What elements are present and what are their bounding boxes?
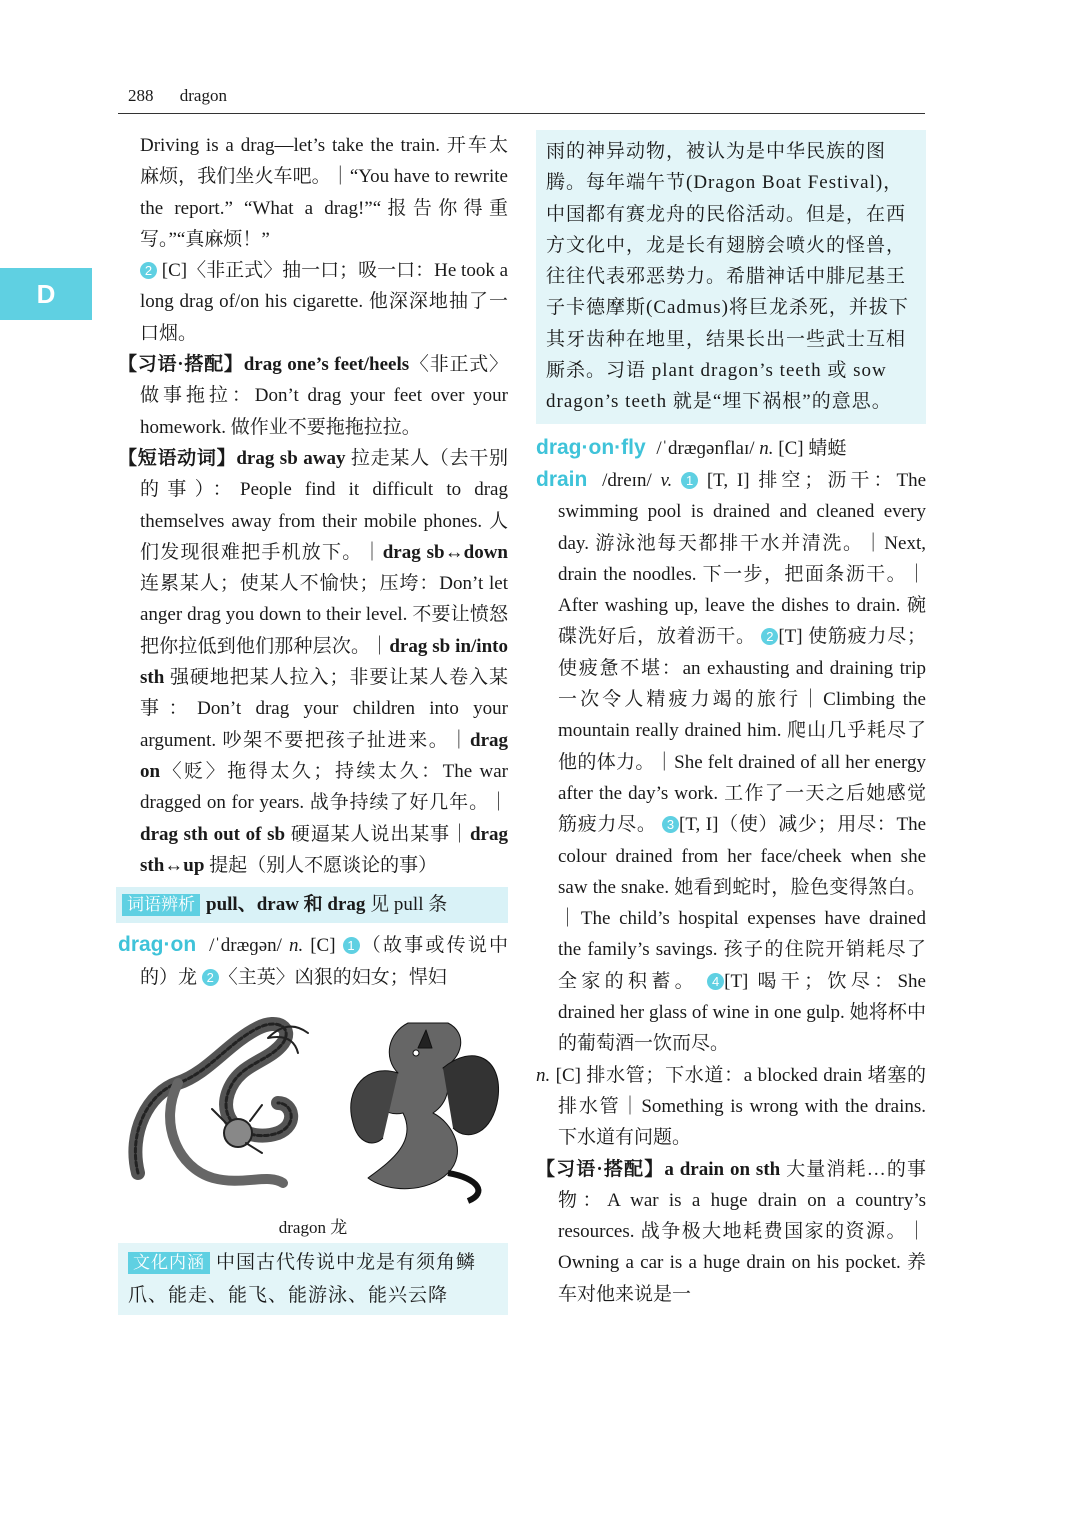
- figure-caption: dragon 龙: [278, 1218, 348, 1238]
- entry-dragon: [118, 929, 508, 993]
- sense-number: 2: [761, 628, 778, 645]
- idiom-tag: 【习语·搭配】: [536, 1158, 665, 1180]
- drain-idiom: [536, 1154, 926, 1310]
- culture-label: 文化内涵: [128, 1252, 210, 1274]
- headword: drag·on: [118, 933, 197, 957]
- sense-text: [C]〈非正式〉抽一口；吸一口：He took a long drag of/on his cigarette. 他深深地抽了一口烟。: [140, 260, 509, 344]
- phrase: drag on: [140, 729, 508, 782]
- part-of-speech: n.: [536, 1064, 551, 1086]
- section-tab: [0, 268, 92, 320]
- sense-text: [T] 喝干；饮尽：She drained her glass of wine in one gulp. 她将杯中的葡萄酒一饮而尽。: [558, 970, 926, 1055]
- section-letter: D: [36, 278, 56, 309]
- page-header: [128, 86, 227, 106]
- pronunciation: /ˈdræɡən/: [209, 935, 282, 957]
- phrase: drag sth↔up: [140, 823, 508, 876]
- grammar-code: [C]: [310, 935, 336, 957]
- culture-note: [118, 1243, 508, 1315]
- phrase-text: 强硬地把某人拉入；非要让某人卷入某事：Don’t drag your children into your argument. 吵架不要把孩子扯进来。｜: [140, 667, 508, 751]
- headword: drain: [536, 467, 588, 491]
- page-number: 288: [128, 86, 154, 105]
- definition: [C] 排水管；下水道：a blocked drain 堵塞的排水管｜Something is wrong with the drains. 下水道有问题。: [550, 1064, 926, 1149]
- chinese-dragon-icon: [135, 1024, 308, 1183]
- headword: drag·on·fly: [536, 435, 646, 459]
- western-dragon-icon: [351, 1023, 499, 1201]
- entry-dragonfly: [536, 432, 926, 464]
- usage-label: 词语辨析: [122, 894, 200, 916]
- phrase: drag sb↔down: [382, 541, 508, 563]
- culture-note-continued: [536, 130, 926, 424]
- part-of-speech: n.: [759, 437, 774, 459]
- sense-text: [T, I]（使）减少；用尽：The colour drained from her face/cheek when she saw the snake. 她看到蛇时，脸色变得煞白。｜The child’s hospital expenses have drained the family’s savings. 孩子的住院开销耗尽了全家的积蓄。: [558, 814, 927, 992]
- drain-noun: [536, 1060, 926, 1154]
- phrase-text: 拉走某人（去干别的事）：People find it difficult to drag themselves away from their mobile phones. 人们发现很难把手机放下。｜: [140, 447, 508, 563]
- definition: [C] 蜻蜓: [778, 437, 847, 459]
- phrase-text: 硬逼某人说出某事｜: [285, 823, 470, 845]
- phrasal-tag: 【短语动词】: [118, 447, 237, 469]
- pronunciation: /ˈdræɡənflaɪ/: [656, 437, 755, 459]
- drag-sense-2: [118, 255, 508, 349]
- entry-drain: [536, 464, 926, 1060]
- usage-bold: pull、draw 和 drag: [206, 894, 366, 916]
- header-rule: [118, 113, 925, 114]
- idiom-tag: 【习语·搭配】: [118, 354, 244, 376]
- sense-text: [T, I] 排空；沥干：The swimming pool is drained and cleaned every day. 游泳池每天都排干水并清洗。｜Next, drain the noodles. 下一步，把面条沥干。｜After washing up, leave the dishes to drain. 碗碟洗好后，放着沥干。: [558, 469, 927, 648]
- phrase-text: 〈贬〉拖得太久；持续太久：The war dragged on for years. 战争持续了好几年。｜: [140, 760, 508, 814]
- idiom-text: 大量消耗…的事物：A war is a huge drain on a country’s resources. 战争极大地耗费国家的资源。｜Owning a car is a huge drain on his pocket. 养车对他来说是一: [558, 1158, 926, 1305]
- sense-text: （故事或传说中的）龙: [140, 935, 509, 988]
- idiom-text: 〈非正式〉做事拖拉：Don’t drag your feet over your homework. 做作业不要拖拖拉拉。: [140, 354, 508, 438]
- part-of-speech: n.: [288, 935, 304, 957]
- sense-number: 2: [202, 969, 219, 986]
- phrase: drag sb in/into sth: [140, 635, 508, 689]
- sense-number: 1: [681, 472, 698, 489]
- sense-text: 〈主英〉凶狠的妇女；悍妇: [218, 966, 447, 988]
- sense-number: 2: [140, 262, 157, 279]
- phrase-text: 提起（别人不愿谈论的事）: [204, 854, 438, 876]
- running-head: dragon: [179, 86, 227, 105]
- usage-note: [116, 887, 508, 923]
- phrase-text: 连累某人；使某人不愉快；压垮：Don’t let anger drag you down to their level. 不要让愤怒把你拉低到他们那种层次。｜: [140, 573, 508, 657]
- right-column: [536, 130, 926, 1310]
- phrasal-verbs: [118, 443, 508, 881]
- culture-text: 雨的神异动物，被认为是中华民族的图腾。每年端午节(Dragon Boat Festival)，中国都有赛龙舟的民俗活动。但是，在西方文化中，龙是长有翅膀会喷火的怪兽，往往代表邪恶势力。希腊神话中腓尼基王子卡德摩斯(Cadmus)将巨龙杀死，并拔下其牙齿种在地里，结果长出一些武士互相厮杀。习语 plant dragon’s teeth 或 sow dragon’s teeth 就是“埋下祸根”的意思。: [546, 141, 909, 413]
- dragons-image: [118, 1003, 508, 1208]
- pronunciation: /dreɪn/: [602, 469, 652, 491]
- usage-text: 见 pull 条: [365, 894, 448, 916]
- part-of-speech: v.: [660, 469, 673, 491]
- sense-text: [T] 使筋疲力尽；使疲惫不堪：an exhausting and draining trip 一次令人精疲力竭的旅行｜Climbing the mountain really drained him. 爬山几乎耗尽了他的体力。｜She felt drained of all her energy after the day’s work. 工作了一天之后她感觉筋疲力尽。: [558, 626, 926, 836]
- sense-number: 1: [343, 937, 360, 954]
- idiom-phrase: a drain on sth: [664, 1158, 781, 1180]
- phrase: drag sth out of sb: [140, 823, 286, 845]
- culture-text: 中国古代传说中龙是有须角鳞爪、能走、能飞、能游泳、能兴云降: [128, 1252, 477, 1306]
- sense-number: 4: [707, 973, 724, 990]
- idiom-phrase: drag one’s feet/heels: [243, 354, 410, 376]
- phrase: drag sb away: [236, 447, 346, 469]
- left-column: [118, 130, 508, 1315]
- dragon-illustration: [118, 1003, 508, 1243]
- idiom-entry: [118, 349, 508, 443]
- drag-sense-example: Driving is a drag—let’s take the train. 开车太麻烦，我们坐火车吧。｜“You have to rewrite the report.” “What a drag!”“报告你得重写。”“真麻烦！”: [140, 135, 508, 250]
- sense-number: 3: [662, 816, 679, 833]
